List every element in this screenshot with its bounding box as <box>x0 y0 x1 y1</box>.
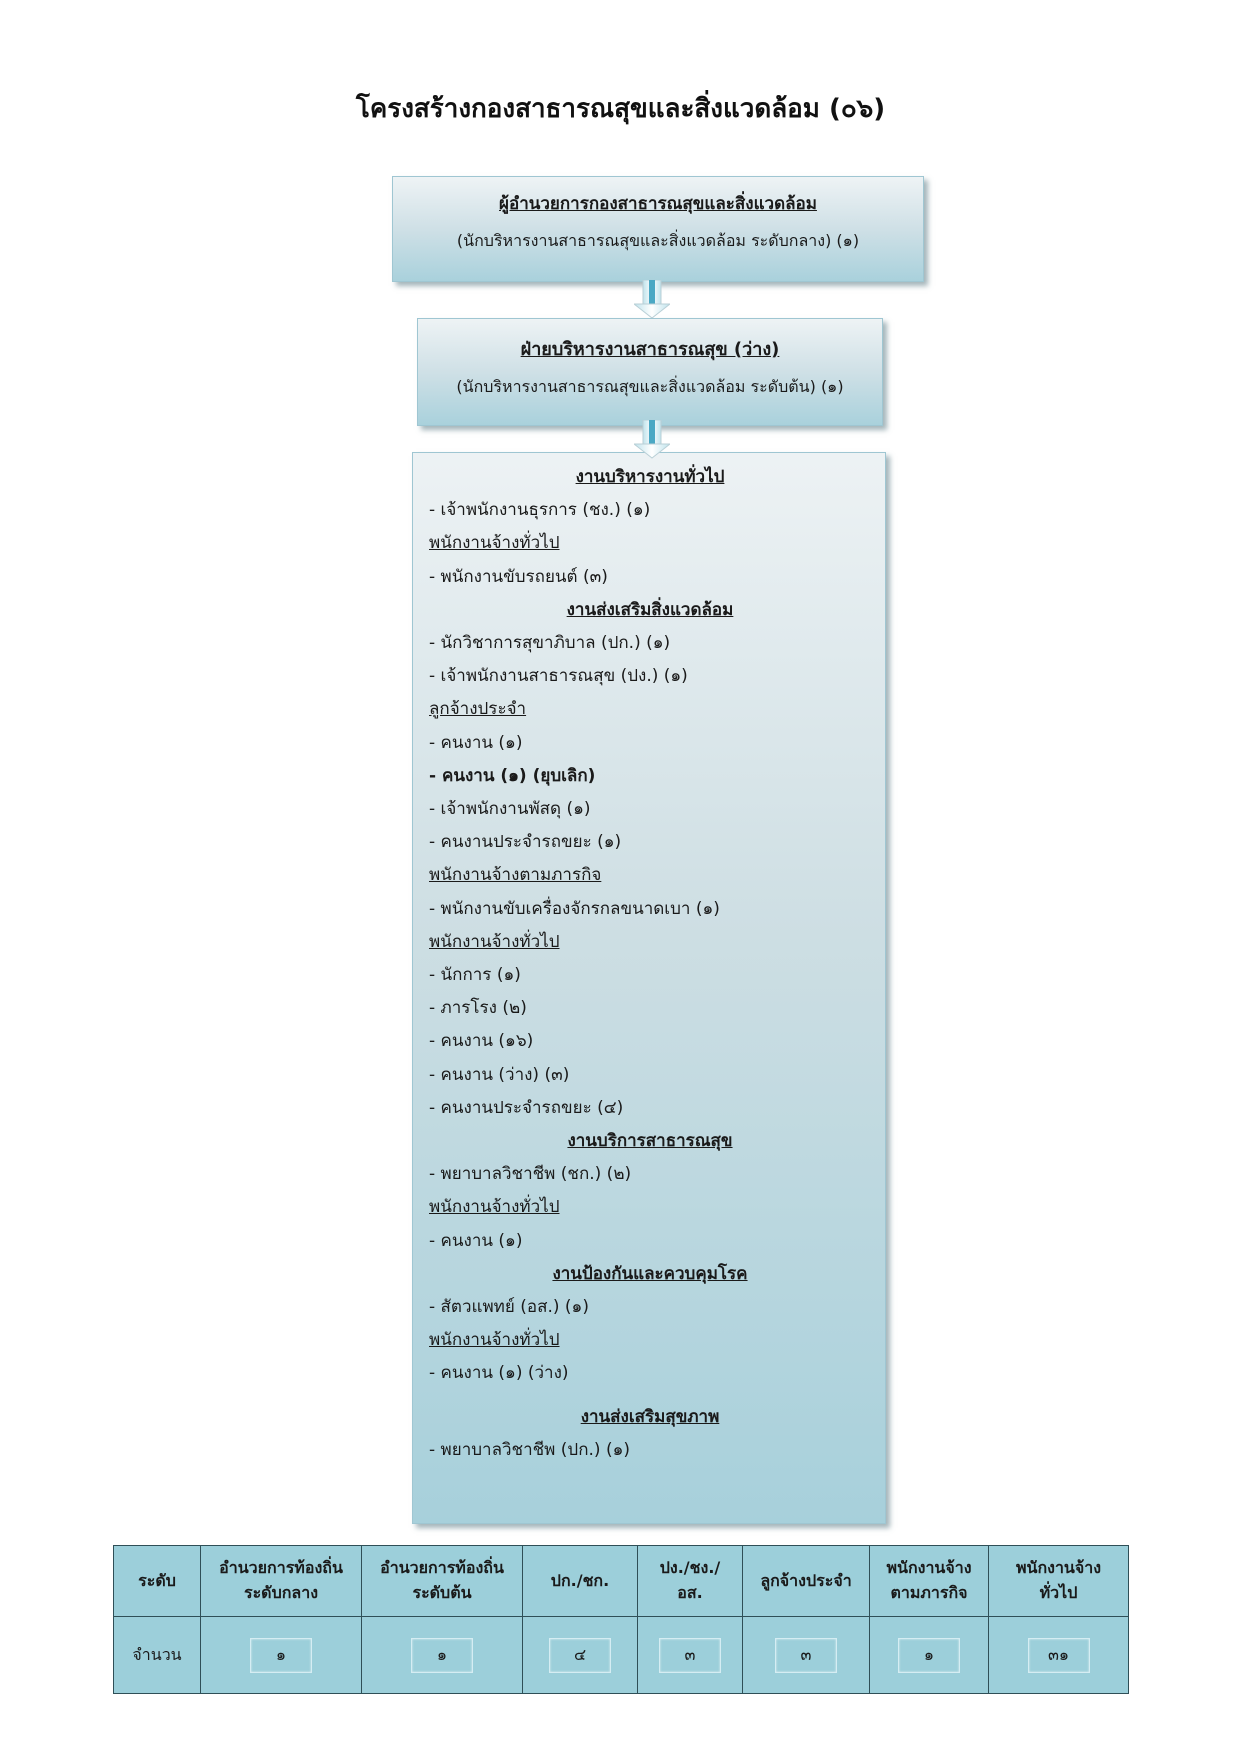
division-position: (นักบริหารงานสาธารณสุขและสิ่งแวดล้อม ระดับต้น) (๑) <box>456 377 844 396</box>
staff-position-item: - คนงาน (๑) (ว่าง) <box>429 1363 569 1384</box>
staff-position-item: - พนักงานขับรถยนต์ (๓) <box>429 566 608 587</box>
staff-position-item: - คนงาน (๑) <box>429 732 523 753</box>
header-cell: ระดับ <box>114 1546 201 1617</box>
header-cell: อำนวยการท้องถิ่น ระดับกลาง <box>201 1546 362 1617</box>
down-arrow-icon <box>634 420 670 460</box>
units-box <box>412 452 886 1524</box>
staff-position-item: - คนงาน (๑) (ยุบเลิก) <box>429 765 596 786</box>
header-cell: อำนวยการท้องถิ่น ระดับต้น <box>362 1546 523 1617</box>
staff-position-item: - นักวิชาการสุขาภิบาล (ปก.) (๑) <box>429 633 671 653</box>
down-arrow-icon <box>634 280 670 320</box>
unit-section-title: งานส่งเสริมสิ่งแวดล้อม <box>566 599 734 620</box>
director-title: ผู้อำนวยการกองสาธารณสุขและสิ่งแวดล้อม <box>499 194 817 214</box>
staff-position-item: - เจ้าพนักงานสาธารณสุข (ปง.) (๑) <box>429 666 688 687</box>
table-header-row <box>114 1546 1129 1617</box>
value-cell: ๑ <box>362 1617 523 1694</box>
unit-section-title: งานบริหารงานทั่วไป <box>575 467 725 487</box>
staff-position-item: - เจ้าพนักงานพัสดุ (๑) <box>429 799 591 819</box>
staff-position-item: - เจ้าพนักงานธุรการ (ชง.) (๑) <box>429 500 651 521</box>
header-cell: พนักงานจ้าง ตามภารกิจ <box>870 1546 989 1617</box>
header-cell: ลูกจ้างประจำ <box>743 1546 870 1617</box>
value-cell: ๓๑ <box>989 1617 1129 1694</box>
summary-table <box>113 1545 1129 1694</box>
unit-section-title: งานส่งเสริมสุขภาพ <box>580 1406 720 1427</box>
staff-category-label: พนักงานจ้างทั่วไป <box>429 1197 560 1218</box>
value-cell: ๓ <box>743 1617 870 1694</box>
director-box <box>392 176 924 282</box>
table-row <box>114 1617 1129 1694</box>
header-cell: ปก./ชก. <box>523 1546 638 1617</box>
value-cell: ๓ <box>638 1617 743 1694</box>
division-title: ฝ่ายบริหารงานสาธารณสุข (ว่าง) <box>520 339 780 360</box>
staff-position-item: - พยาบาลวิชาชีพ (ชก.) (๒) <box>429 1164 632 1185</box>
staff-position-item: - พนักงานขับเครื่องจักรกลขนาดเบา (๑) <box>429 898 720 919</box>
staff-position-item: - คนงาน (๑๖) <box>429 1031 534 1052</box>
staff-position-item: - นักการ (๑) <box>429 965 521 985</box>
staff-position-item: - คนงาน (ว่าง) (๓) <box>429 1064 570 1085</box>
staff-category-label: พนักงานจ้างทั่วไป <box>429 533 560 554</box>
staff-position-item: - ภารโรง (๒) <box>429 998 527 1019</box>
staff-category-label: พนักงานจ้างตามภารกิจ <box>429 865 602 886</box>
unit-section-title: งานป้องกันและควบคุมโรค <box>552 1263 748 1284</box>
value-cell: ๑ <box>201 1617 362 1694</box>
header-cell: ปง./ชง./ อส. <box>638 1546 743 1617</box>
staff-position-item: - พยาบาลวิชาชีพ (ปก.) (๑) <box>429 1439 630 1460</box>
staff-position-item: - สัตวแพทย์ (อส.) (๑) <box>429 1297 589 1317</box>
staff-category-label: ลูกจ้างประจำ <box>429 699 527 720</box>
division-box <box>417 318 883 426</box>
staff-position-item: - คนงานประจำรถขยะ (๑) <box>429 832 622 853</box>
page-title: โครงสร้างกองสาธารณสุขและสิ่งแวดล้อม (๐๖) <box>355 94 886 124</box>
staff-position-item: - คนงาน (๑) <box>429 1230 523 1251</box>
director-position: (นักบริหารงานสาธารณสุขและสิ่งแวดล้อม ระดับกลาง) (๑) <box>456 231 860 250</box>
value-cell: ๑ <box>870 1617 989 1694</box>
staff-category-label: พนักงานจ้างทั่วไป <box>429 1330 560 1351</box>
staff-position-item: - คนงานประจำรถขยะ (๔) <box>429 1097 624 1118</box>
value-cell: ๔ <box>523 1617 638 1694</box>
header-cell: พนักงานจ้าง ทั่วไป <box>989 1546 1129 1617</box>
unit-section-title: งานบริการสาธารณสุข <box>567 1131 733 1151</box>
row-label: จำนวน <box>114 1617 201 1694</box>
staff-category-label: พนักงานจ้างทั่วไป <box>429 931 560 952</box>
